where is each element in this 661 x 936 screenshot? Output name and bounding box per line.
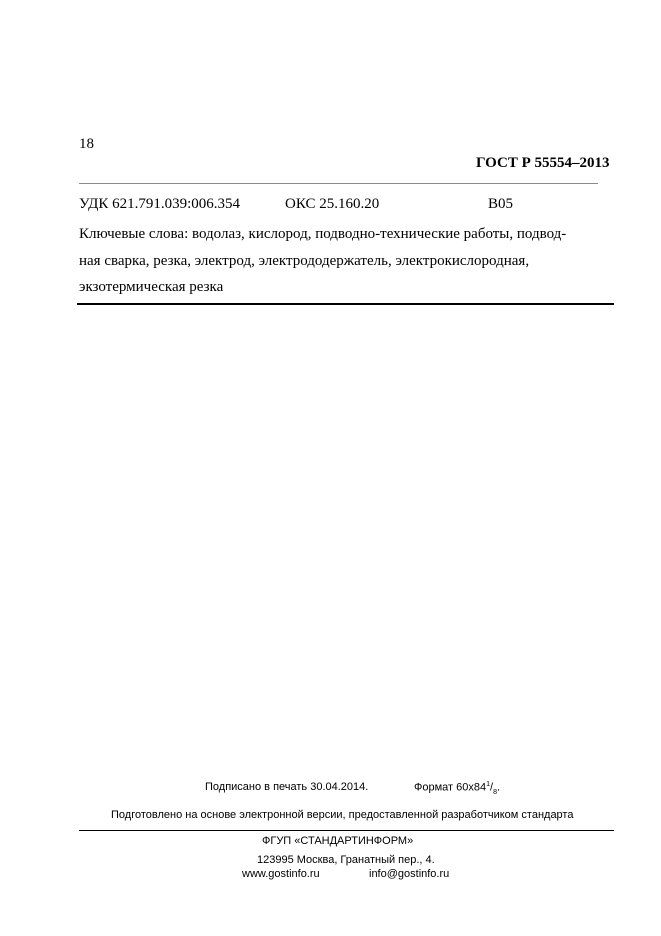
publisher-name: ФГУП «СТАНДАРТИНФОРМ» [262, 835, 414, 847]
prepared-note: Подготовлено на основе электронной версии, предоставленной разработчиком стандарта [111, 809, 574, 821]
keywords-line: ная сварка, резка, электрод, электрододержатель, электрокислородная, [79, 252, 530, 269]
publisher-email: info@gostinfo.ru [369, 868, 450, 880]
classification-code: В05 [488, 196, 514, 212]
format-prefix: Формат 60x84 [414, 781, 487, 794]
page-number: 18 [79, 136, 94, 152]
publisher-address: 123995 Москва, Гранатный пер., 4. [257, 854, 435, 866]
document-code: ГОСТ Р 55554–2013 [476, 155, 610, 171]
format-suffix: . [496, 781, 501, 794]
footer-divider [79, 830, 614, 831]
publisher-website: www.gostinfo.ru [242, 868, 320, 880]
paper-format: Формат $60x84^1/_8$. [414, 781, 501, 796]
signed-to-print: Подписано в печать 30.04.2014. [205, 781, 369, 793]
keywords-divider [77, 303, 614, 305]
header-divider [79, 183, 598, 184]
format-denominator: 8 [493, 788, 497, 796]
oks-code: ОКС 25.160.20 [285, 196, 380, 212]
keywords-line: Ключевые слова: водолаз, кислород, подводно-технические работы, подвод- [79, 226, 567, 242]
format-numerator: 1 [486, 781, 491, 788]
keywords-line: экзотермическая резка [79, 279, 224, 295]
keywords-block [79, 221, 599, 301]
udk-code: УДК 621.791.039:006.354 [79, 196, 241, 212]
